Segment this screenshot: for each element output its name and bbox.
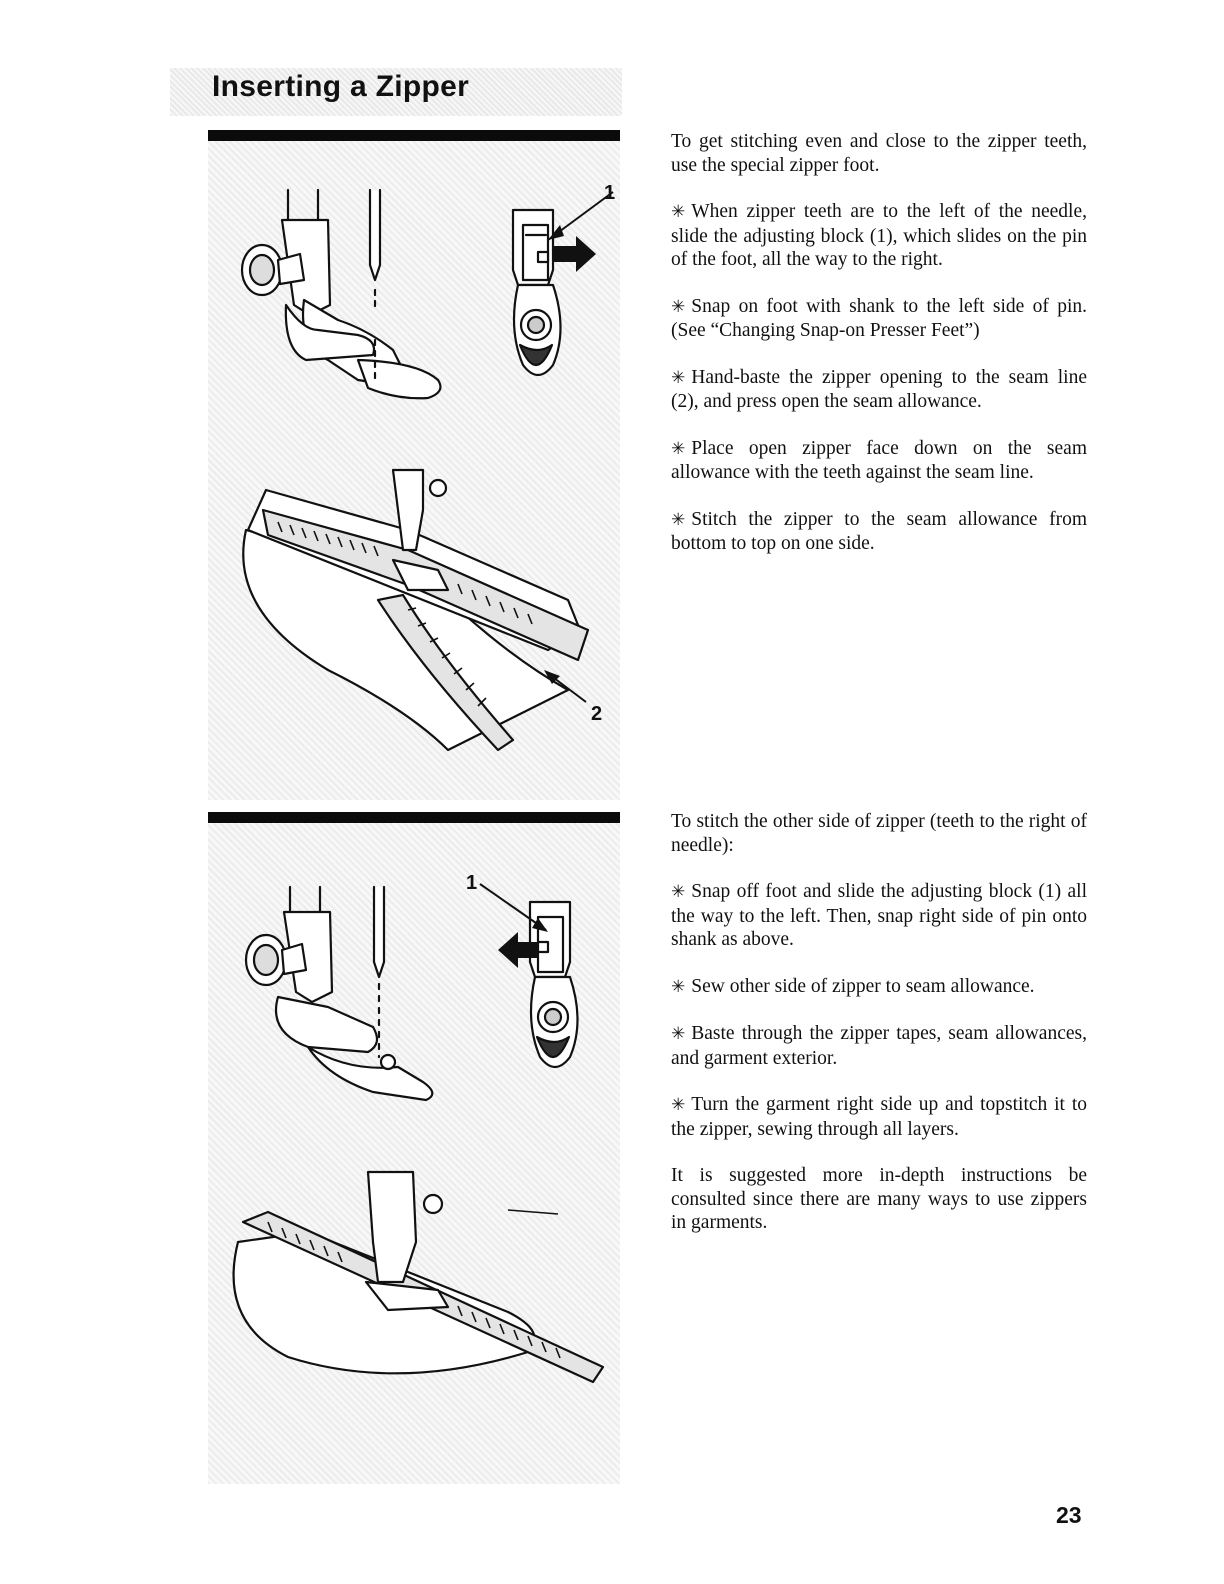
section-1-intro: To get stitching even and close to the zipper teeth, use the special zipper foot.	[671, 131, 1087, 176]
asterisk-bullet-icon: ✳	[671, 367, 686, 388]
figure-bottom-illustration	[208, 812, 620, 1484]
section-2-step	[671, 1022, 1087, 1070]
section-2-step-text: Sew other side of zipper to seam allowance.	[691, 975, 1035, 997]
section-1-step-text: Snap on foot with shank to the left side of pin. (See “Changing Snap-on Presser Feet”)	[671, 295, 1087, 341]
instructions-section-2	[671, 810, 1087, 1258]
asterisk-bullet-icon: ✳	[671, 202, 686, 222]
asterisk-bullet-icon: ✳	[671, 296, 686, 317]
asterisk-bullet-icon: ✳	[671, 1024, 686, 1044]
section-1-step-text: When zipper teeth are to the left of the needle, slide the adjusting block (1), which slides on the pin of the foot, all the way to the right.	[671, 201, 1087, 270]
figure-bottom-callout-1: 1	[466, 872, 478, 894]
section-1-step	[671, 200, 1087, 272]
asterisk-bullet-icon: ✳	[671, 509, 686, 530]
section-2-step-text: Baste through the zipper tapes, seam allowances, and garment exterior.	[671, 1023, 1087, 1069]
section-1-step	[671, 295, 1087, 343]
section-2-step	[671, 880, 1087, 952]
figure-top-panel	[208, 130, 620, 800]
figure-top-illustration	[208, 130, 620, 800]
section-1-step-text: Stitch the zipper to the seam allowance from bottom to top on one side.	[671, 508, 1087, 554]
instructions-section-1	[671, 130, 1087, 579]
asterisk-bullet-icon: ✳	[671, 438, 686, 459]
section-2-intro: To stitch the other side of zipper (teeth to the right of needle):	[671, 811, 1087, 856]
figure-top-callout-2: 2	[591, 703, 603, 725]
section-2-step-text: Snap off foot and slide the adjusting block (1) all the way to the left. Then, snap right side of pin onto shank as above.	[671, 881, 1087, 950]
asterisk-bullet-icon: ✳	[671, 1095, 686, 1115]
figure-top-callout-1: 1	[604, 182, 616, 204]
section-1-step	[671, 508, 1087, 556]
section-2-step-text: Turn the garment right side up and topstitch it to the zipper, sewing through all layers.	[671, 1094, 1087, 1140]
asterisk-bullet-icon: ✳	[671, 976, 686, 997]
section-1-step	[671, 366, 1087, 414]
section-1-step	[671, 437, 1087, 485]
section-1-step-text: Hand-baste the zipper opening to the seam line (2), and press open the seam allowance.	[671, 366, 1087, 412]
figure-bottom-panel	[208, 812, 620, 1484]
section-2-closing: It is suggested more in-depth instructions be consulted since there are many ways to use zippers in garments.	[671, 1165, 1087, 1233]
page-title: Inserting a Zipper	[212, 70, 470, 103]
section-1-step-text: Place open zipper face down on the seam allowance with the teeth against the seam line.	[671, 437, 1087, 483]
section-2-step	[671, 1093, 1087, 1141]
page-number: 23	[1056, 1502, 1082, 1528]
section-2-step	[671, 975, 1087, 1000]
asterisk-bullet-icon: ✳	[671, 882, 686, 902]
